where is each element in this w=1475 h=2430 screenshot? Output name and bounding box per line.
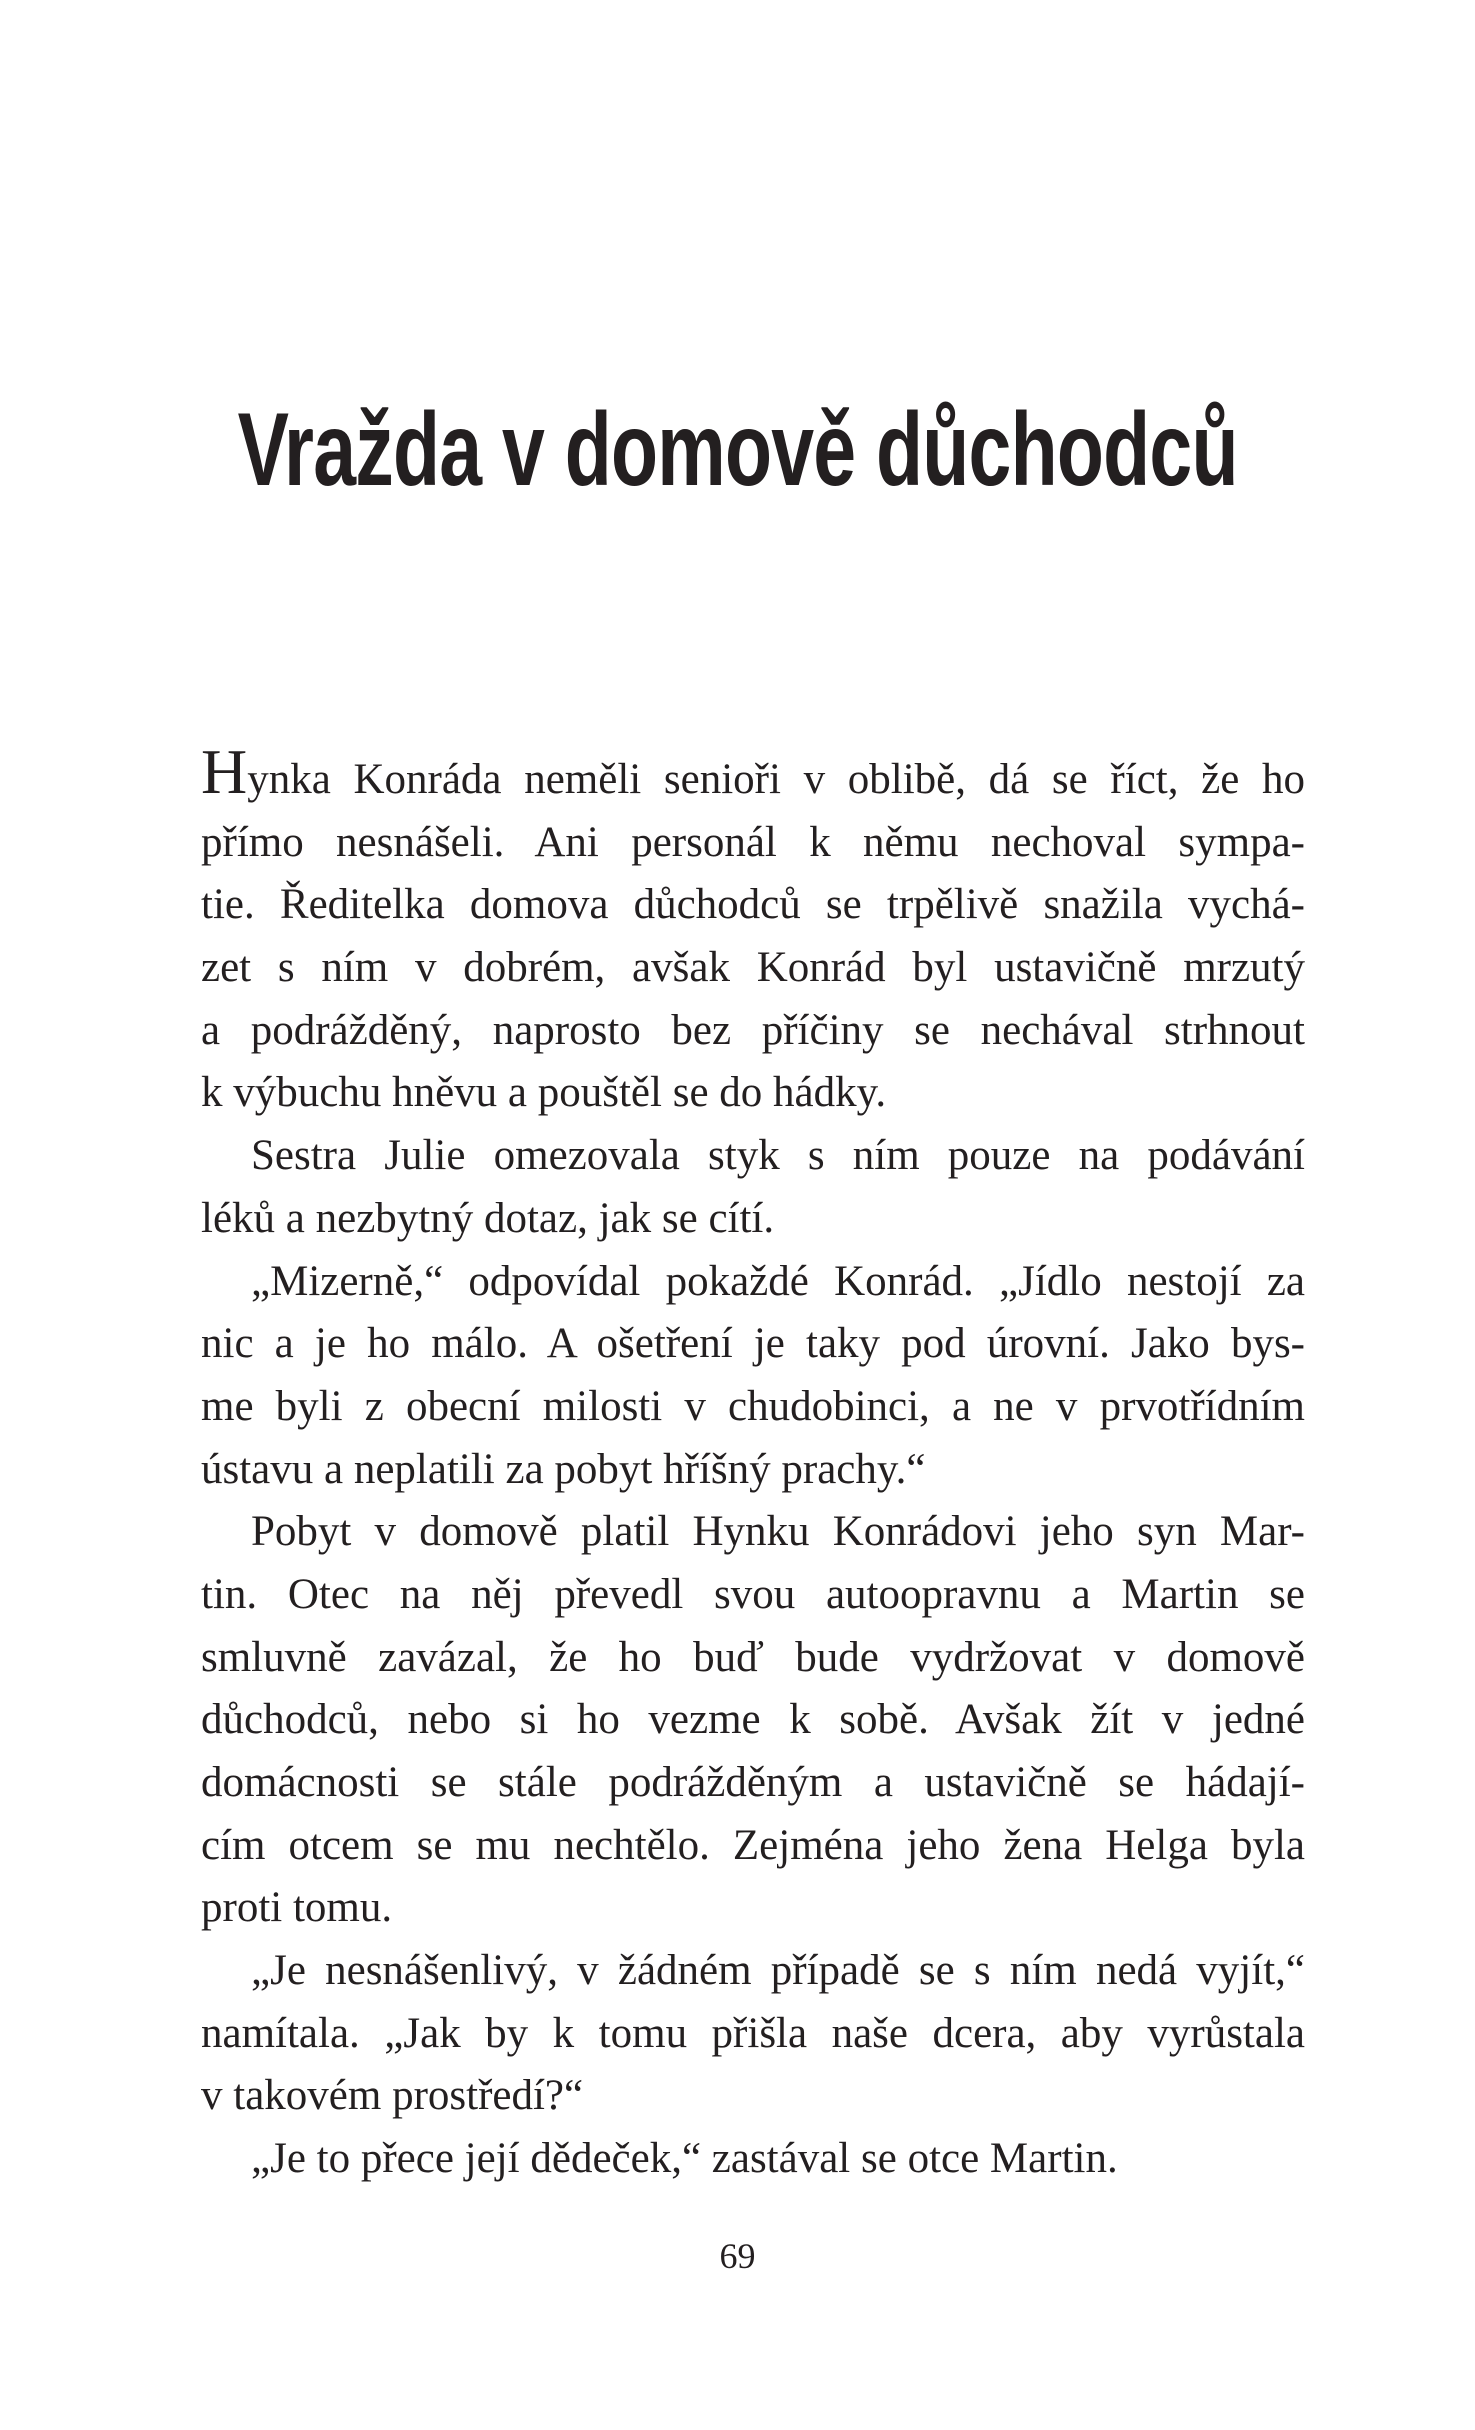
text-line-content: nic a je ho málo. A ošetření je taky pod úrovní. Jako bys- xyxy=(201,1320,1305,1368)
text-line xyxy=(201,1125,1305,1188)
text-line-content: zet s ním v dobrém, avšak Konrád byl ustavičně mrzutý xyxy=(201,944,1305,992)
text-line-content: domácnosti se stále podrážděným a ustavičně se hádají- xyxy=(201,1759,1305,1806)
text-line xyxy=(201,736,1305,812)
text-line xyxy=(201,1627,1305,1690)
text-line xyxy=(201,1940,1305,2003)
text-line-content: léků a nezbytný dotaz, jak se cítí. xyxy=(201,1194,775,1242)
text-line-content: a podrážděný, naprosto bez příčiny se nechával strhnout xyxy=(201,1006,1305,1054)
text-line-content: Sestra Julie omezovala styk s ním pouze na podávání xyxy=(251,1132,1305,1180)
text-line xyxy=(201,1000,1305,1063)
chapter-title-text: Vražda v domově důchodců xyxy=(237,392,1238,508)
page-number: 69 xyxy=(719,2236,756,2276)
text-line-content: tin. Otec na něj převedl svou autoopravnu a Martin se xyxy=(201,1570,1305,1618)
text-line xyxy=(201,1815,1305,1878)
text-line-content: tie. Ředitelka domova důchodců se trpělivě snažila vychá- xyxy=(201,881,1305,929)
text-line xyxy=(201,1564,1305,1627)
text-line xyxy=(201,1313,1305,1376)
text-line-content: Pobyt v domově platil Hynku Konrádovi jeho syn Mar- xyxy=(251,1508,1305,1556)
text-line-content: „Mizerně,“ odpovídal pokaždé Konrád. „Jídlo nestojí za xyxy=(251,1257,1305,1305)
text-line-content: namítala. „Jak by k tomu přišla naše dcera, aby vyrůstala xyxy=(201,2009,1305,2057)
text-line xyxy=(201,874,1305,937)
text-line xyxy=(201,1439,1305,1502)
text-line-content: ústavu a neplatili za pobyt hříšný prachy.“ xyxy=(201,1445,926,1493)
drop-cap: H xyxy=(201,736,248,807)
text-line-content: „Je nesnášenlivý, v žádném případě se s ním nedá vyjít,“ xyxy=(251,1947,1305,1995)
text-line-content: v takovém prostředí?“ xyxy=(201,2072,584,2120)
text-line-content: ynka Konráda neměli senioři v oblibě, dá se říct, že ho xyxy=(247,756,1305,803)
text-line xyxy=(201,2003,1305,2066)
text-line-content: proti tomu. xyxy=(201,1884,393,1932)
text-line xyxy=(201,2128,1305,2191)
text-line xyxy=(201,1752,1305,1815)
text-line-content: cím otcem se mu nechtělo. Zejména jeho žena Helga byla xyxy=(201,1821,1305,1869)
text-line xyxy=(201,1689,1305,1752)
text-line-content: smluvně zavázal, že ho buď bude vydržovat v domově xyxy=(201,1633,1305,1681)
chapter-body xyxy=(201,736,1305,2191)
text-line xyxy=(201,1251,1305,1314)
text-line xyxy=(201,1877,1305,1940)
text-line-content: důchodců, nebo si ho vezme k sobě. Avšak žít v jedné xyxy=(201,1696,1305,1744)
chapter-title xyxy=(0,392,1475,508)
text-line xyxy=(201,812,1305,875)
text-line-content: „Je to přece její dědeček,“ zastával se otce Martin. xyxy=(251,2135,1118,2183)
text-line xyxy=(201,937,1305,1000)
text-line-content: přímo nesnášeli. Ani personál k němu nechoval sympa- xyxy=(201,818,1305,866)
text-line xyxy=(201,1376,1305,1439)
text-line xyxy=(201,1062,1305,1125)
text-line xyxy=(201,1501,1305,1564)
text-line-content: me byli z obecní milosti v chudobinci, a ne v prvotřídním xyxy=(201,1382,1305,1430)
text-line xyxy=(201,2065,1305,2128)
text-line xyxy=(201,1188,1305,1251)
text-line-content: k výbuchu hněvu a pouštěl se do hádky. xyxy=(201,1069,887,1117)
